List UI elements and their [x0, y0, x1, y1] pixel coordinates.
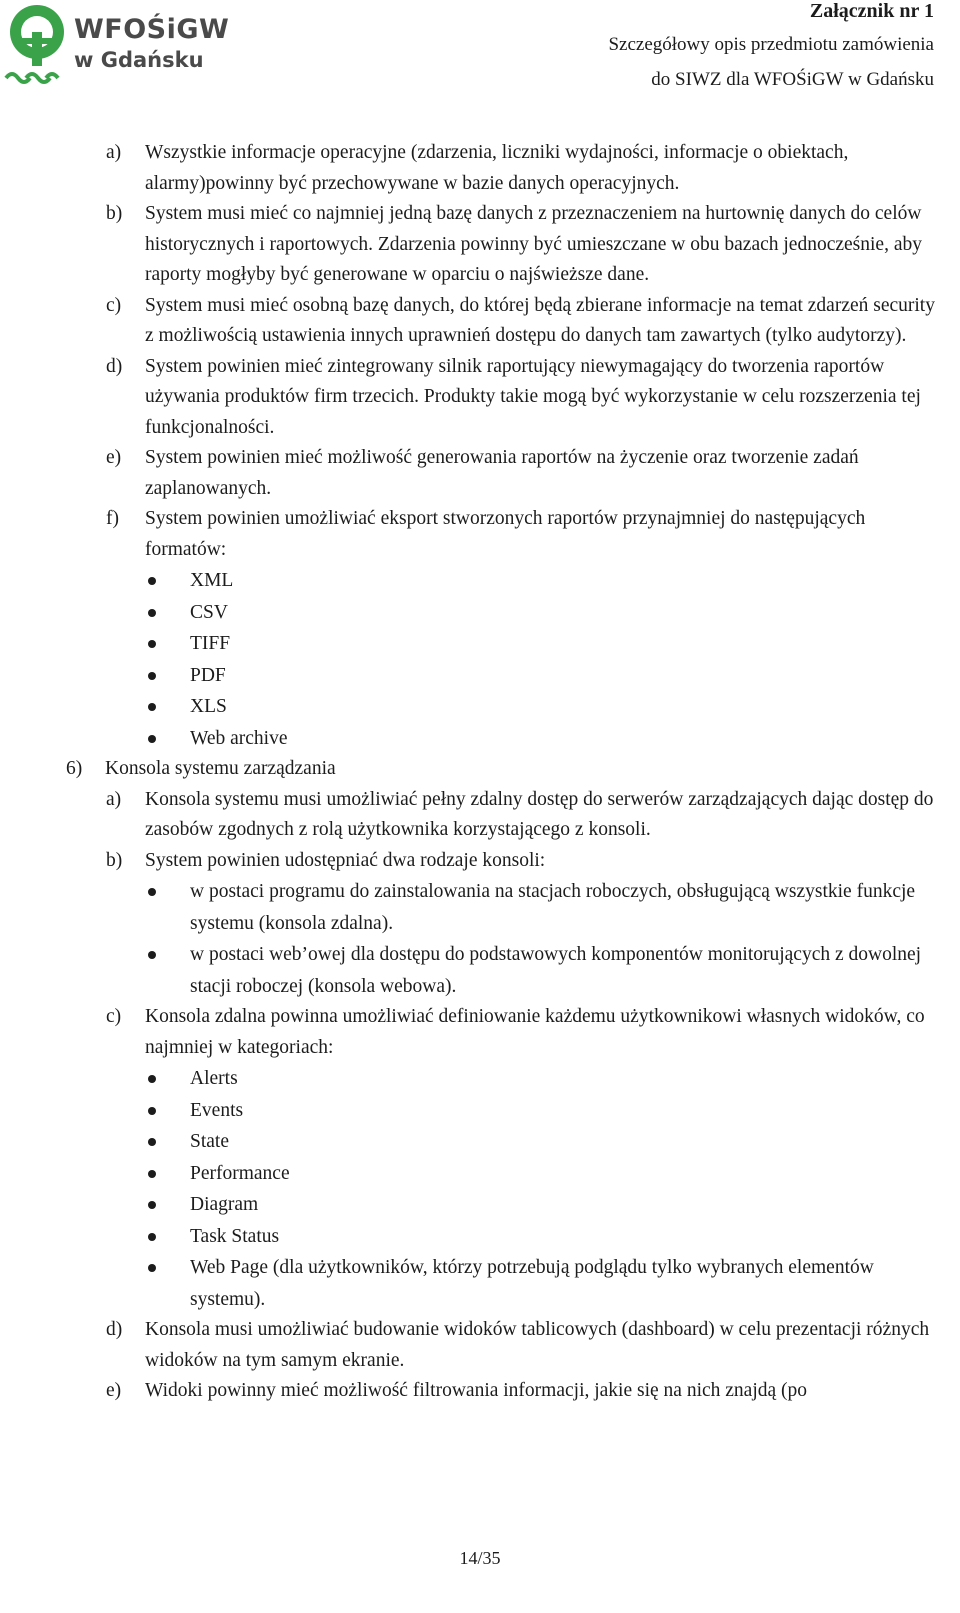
item-label: a)	[106, 788, 122, 810]
bullet-icon	[148, 1233, 156, 1241]
bullet-item	[0, 565, 960, 597]
bullet-icon	[148, 1075, 156, 1083]
item-text: System musi mieć osobną bazę danych, do której będą zbierane informacje na temat zdarzeń security z możliwością ustawienia innych uprawnień dostępu do danych tam zawartych (tylko audytorzy).	[145, 294, 935, 346]
item-text: Konsola systemu musi umożliwiać pełny zdalny dostęp do serwerów zarządzających dając dostęp do zasobów zgodnych z rolą użytkownika korzystającego z konsoli.	[145, 788, 934, 840]
list-item-f	[0, 504, 960, 565]
bullet-icon	[148, 703, 156, 711]
bullet-item	[0, 660, 960, 692]
item-text: System powinien umożliwiać eksport stworzonych raportów przynajmniej do następujących formatów:	[145, 508, 866, 560]
bullet-item	[0, 691, 960, 723]
bullet-item	[0, 1189, 960, 1221]
bullet-item	[0, 1126, 960, 1158]
item-label: f)	[106, 508, 119, 529]
list-item-d	[0, 352, 960, 444]
format-text: TIFF	[190, 633, 231, 654]
bullet-text: Diagram	[190, 1194, 259, 1215]
bullet-item	[0, 1158, 960, 1190]
format-text: PDF	[190, 664, 226, 686]
item-text: Wszystkie informacje operacyjne (zdarzenia, liczniki wydajności, informacje o obiektach, alarmy)powinny być przechowywane w bazie danych operacyjnych.	[145, 142, 849, 194]
logo-name-line1: WFOŚiGW	[74, 14, 230, 45]
bullet-item	[0, 597, 960, 629]
bullet-icon	[148, 1264, 156, 1272]
bullet-item	[0, 723, 960, 755]
format-text: CSV	[190, 601, 228, 623]
bullet-icon	[148, 951, 156, 959]
format-text: XML	[190, 570, 234, 591]
item-label: e)	[106, 447, 122, 468]
section6-item-a	[0, 785, 960, 846]
item-label: c)	[106, 1006, 122, 1027]
item-label: d)	[106, 1319, 123, 1340]
item-label: b)	[106, 203, 123, 224]
bullet-item	[0, 1252, 960, 1315]
bullet-icon	[148, 888, 156, 896]
bullet-text: Events	[190, 1099, 244, 1121]
section6-item-d	[0, 1315, 960, 1376]
attachment-title: Załącznik nr 1	[809, 0, 934, 22]
section-label: 6)	[66, 758, 83, 779]
section6-item-b	[0, 846, 960, 877]
wfosigw-logo	[2, 2, 242, 92]
page-number: 14/35	[459, 1548, 501, 1568]
section-title: Konsola systemu zarządzania	[105, 758, 336, 779]
bullet-icon	[148, 1170, 156, 1178]
bullet-text: Task Status	[190, 1225, 280, 1247]
bullet-icon	[148, 735, 156, 743]
item-text: System musi mieć co najmniej jedną bazę danych z przeznaczeniem na hurtownię danych do celów historycznych i raportowych. Zdarzenia powinny być umieszczane w obu bazach jednocześnie, aby raporty mogłyby być generowane w oparciu o najświeższe dane.	[145, 203, 922, 285]
bullet-icon	[148, 672, 156, 680]
item-label: d)	[106, 355, 123, 377]
item-label: c)	[106, 294, 122, 316]
bullet-text: Alerts	[190, 1068, 238, 1089]
logo-name-line2: w Gdańsku	[74, 48, 204, 72]
list-item-b	[0, 199, 960, 291]
item-label: b)	[106, 849, 123, 871]
bullet-item	[0, 876, 960, 939]
item-text: System powinien mieć zintegrowany silnik raportujący niewymagający do tworzenia raportów używania produktów firm trzecich. Produkty takie mogą być wykorzystanie w celu rozszerzenia tej funkcjonalności.	[145, 355, 921, 438]
bullet-icon	[148, 1201, 156, 1209]
bullet-text: w postaci programu do zainstalowania na stacjach roboczych, obsługującą wszystkie funkcje systemu (konsola zdalna).	[190, 881, 916, 934]
item-text: Konsola zdalna powinna umożliwiać definiowanie każdemu użytkownikowi własnych widoków, co najmniej w kategoriach:	[145, 1006, 925, 1058]
item-label: a)	[106, 142, 122, 163]
format-text: XLS	[190, 696, 227, 717]
list-item-a	[0, 138, 960, 199]
item-label: e)	[106, 1380, 122, 1401]
header-subtitle-2: do SIWZ dla WFOŚiGW w Gdańsku	[651, 69, 934, 90]
bullet-icon	[148, 640, 156, 648]
section-6-heading	[0, 754, 960, 785]
item-text: System powinien udostępniać dwa rodzaje konsoli:	[145, 849, 546, 871]
bullet-icon	[148, 609, 156, 617]
bullet-icon	[148, 1138, 156, 1146]
bullet-item	[0, 939, 960, 1002]
document-body	[0, 138, 960, 1407]
bullet-item	[0, 1221, 960, 1253]
section6-item-e	[0, 1376, 960, 1407]
list-item-c	[0, 291, 960, 352]
header-subtitle-1: Szczegółowy opis przedmiotu zamówienia	[608, 34, 934, 55]
bullet-text: Web Page (dla użytkowników, którzy potrzebują podglądu tylko wybranych elementów systemu).	[190, 1257, 874, 1310]
bullet-text: Performance	[190, 1162, 290, 1184]
bullet-icon	[148, 1107, 156, 1115]
item-text: Konsola musi umożliwiać budowanie widoków tablicowych (dashboard) w celu prezentacji różnych widoków na tym samym ekranie.	[145, 1319, 930, 1371]
bullet-icon	[148, 577, 156, 585]
bullet-item	[0, 1095, 960, 1127]
section6-item-c	[0, 1002, 960, 1063]
format-text: Web archive	[190, 727, 288, 749]
bullet-text: w postaci web’owej dla dostępu do podstawowych komponentów monitorujących z dowolnej stacji roboczej (konsola webowa).	[190, 944, 922, 997]
bullet-item	[0, 1063, 960, 1095]
bullet-text: State	[190, 1131, 229, 1152]
item-text: System powinien mieć możliwość generowania raportów na życzenie oraz tworzenie zadań zaplanowanych.	[145, 447, 859, 499]
item-text: Widoki powinny mieć możliwość filtrowania informacji, jakie się na nich znajdą (po	[145, 1380, 808, 1401]
tree-logo-icon	[2, 2, 72, 90]
list-item-e	[0, 443, 960, 504]
bullet-item	[0, 628, 960, 660]
